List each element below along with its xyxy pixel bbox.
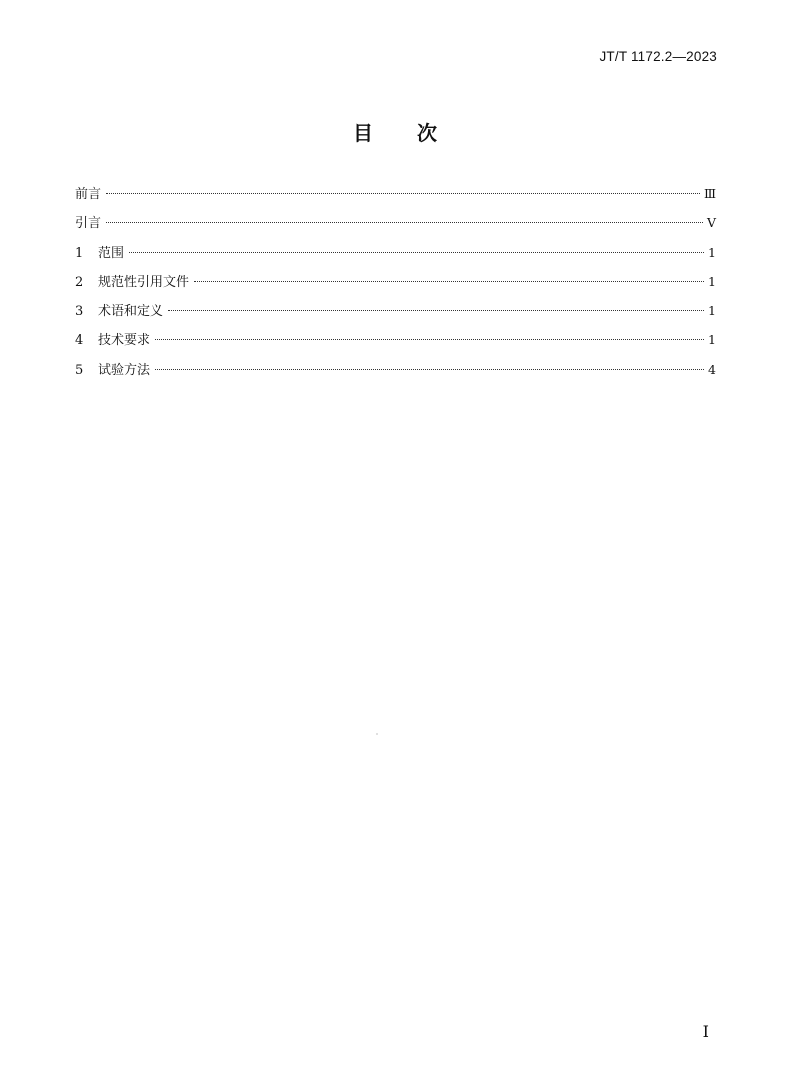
toc-entry-terms-and-definitions[interactable] bbox=[75, 299, 716, 328]
toc-entry-technical-requirements[interactable] bbox=[75, 328, 716, 357]
page-title: 目次 bbox=[353, 121, 481, 145]
toc-entry-label: 试验方法 bbox=[98, 362, 151, 378]
toc-entry-number: 4 bbox=[75, 333, 84, 349]
toc-entry-page: 1 bbox=[708, 332, 716, 348]
toc-entry-page: 1 bbox=[708, 244, 716, 260]
dot-leader bbox=[155, 369, 704, 370]
toc-entry-foreword[interactable] bbox=[75, 182, 716, 211]
dot-leader bbox=[194, 281, 704, 282]
toc-entry-page: Ⅴ bbox=[706, 215, 716, 231]
toc-entry-label: 前言 bbox=[75, 187, 102, 202]
dot-leader bbox=[155, 339, 704, 340]
toc-entry-number: 1 bbox=[75, 245, 84, 261]
toc-entry-number: 5 bbox=[75, 362, 84, 378]
toc-entry-page: 4 bbox=[708, 361, 716, 377]
toc-entry-number: 3 bbox=[75, 304, 84, 320]
toc-entry-test-methods[interactable] bbox=[75, 358, 716, 387]
toc-entry-label: 引言 bbox=[75, 216, 102, 232]
page-number: I bbox=[702, 1022, 709, 1041]
toc-entry-label: 术语和定义 bbox=[98, 304, 164, 320]
document-code: JT/T 1172.2—2023 bbox=[599, 49, 717, 64]
toc-entry-label: 范围 bbox=[98, 245, 125, 261]
dot-leader bbox=[168, 310, 704, 311]
dot-leader bbox=[106, 222, 703, 223]
scan-speck bbox=[376, 733, 378, 735]
toc-entry-scope[interactable] bbox=[75, 241, 716, 270]
toc-entry-page: Ⅲ bbox=[703, 186, 716, 201]
toc-entry-number: 2 bbox=[75, 274, 84, 290]
table-of-contents bbox=[75, 182, 716, 387]
toc-entry-normative-references[interactable] bbox=[75, 270, 716, 299]
toc-entry-introduction[interactable] bbox=[75, 211, 716, 240]
toc-entry-page: 1 bbox=[708, 273, 716, 289]
toc-entry-label: 技术要求 bbox=[98, 333, 151, 349]
toc-entry-label: 规范性引用文件 bbox=[98, 274, 190, 290]
dot-leader bbox=[129, 252, 704, 253]
toc-entry-page: 1 bbox=[708, 303, 716, 319]
dot-leader bbox=[106, 193, 700, 194]
